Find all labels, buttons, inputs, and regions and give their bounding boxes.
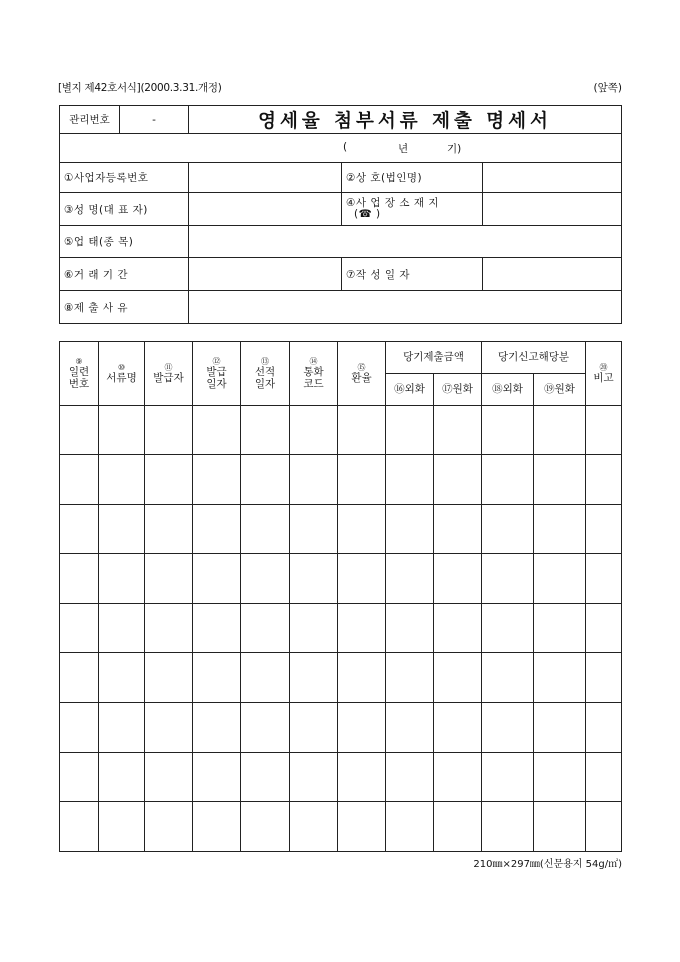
col-issuer: ⑪ 발급자 <box>145 342 193 406</box>
col-fx-1: ⑯외화 <box>386 374 434 406</box>
table-cell[interactable] <box>193 406 241 455</box>
table-cell[interactable] <box>482 554 534 604</box>
table-cell[interactable] <box>482 455 534 505</box>
company-field[interactable] <box>483 163 622 193</box>
table-cell[interactable] <box>241 504 290 554</box>
col-seq: ⑨ 일련 번호 <box>60 342 99 406</box>
col-rate: ⑮ 환율 <box>338 342 386 406</box>
table-cell[interactable] <box>386 752 434 802</box>
table-cell[interactable] <box>60 406 99 455</box>
address-label-line2: (☎ ) <box>354 208 381 220</box>
col-group-submit: 당기제출금액 <box>386 342 482 374</box>
table-cell[interactable] <box>193 802 241 852</box>
table-cell[interactable] <box>386 653 434 703</box>
table-cell[interactable] <box>586 554 622 604</box>
table-cell[interactable] <box>586 406 622 455</box>
col-doc-name: ⑩ 서류명 <box>99 342 145 406</box>
table-cell[interactable] <box>99 702 145 752</box>
table-cell[interactable] <box>586 702 622 752</box>
table-cell[interactable] <box>482 802 534 852</box>
reason-field[interactable] <box>189 291 622 324</box>
table-cell[interactable] <box>434 702 482 752</box>
table-cell[interactable] <box>60 653 99 703</box>
table-cell[interactable] <box>586 752 622 802</box>
table-cell[interactable] <box>290 406 338 455</box>
table-cell[interactable] <box>534 802 586 852</box>
col-note: ⑳ 비고 <box>586 342 622 406</box>
table-cell[interactable] <box>386 702 434 752</box>
table-cell[interactable] <box>241 702 290 752</box>
table-cell[interactable] <box>290 603 338 653</box>
table-cell[interactable] <box>482 504 534 554</box>
table-cell[interactable] <box>338 504 386 554</box>
table-cell[interactable] <box>386 554 434 604</box>
table-row <box>60 554 622 604</box>
table-cell[interactable] <box>482 406 534 455</box>
table-cell[interactable] <box>534 504 586 554</box>
reason-label: ⑧제 출 사 유 <box>60 291 189 324</box>
table-cell[interactable] <box>586 603 622 653</box>
table-cell[interactable] <box>586 653 622 703</box>
table-cell[interactable] <box>99 653 145 703</box>
table-cell[interactable] <box>99 554 145 604</box>
table-cell[interactable] <box>193 702 241 752</box>
table-cell[interactable] <box>338 752 386 802</box>
table-cell[interactable] <box>145 603 193 653</box>
table-cell[interactable] <box>193 504 241 554</box>
table-cell[interactable] <box>193 455 241 505</box>
table-cell[interactable] <box>386 603 434 653</box>
table-row <box>60 406 622 455</box>
form-title: 영세율 첨부서류 제출 명세서 <box>189 106 622 134</box>
table-cell[interactable] <box>60 603 99 653</box>
col-krw-1: ⑰원화 <box>434 374 482 406</box>
table-cell[interactable] <box>145 455 193 505</box>
table-cell[interactable] <box>534 653 586 703</box>
business-field[interactable] <box>189 226 622 258</box>
table-cell[interactable] <box>60 504 99 554</box>
table-cell[interactable] <box>338 603 386 653</box>
table-cell[interactable] <box>534 406 586 455</box>
table-cell[interactable] <box>241 406 290 455</box>
period-open: ( <box>343 141 348 153</box>
address-field[interactable] <box>483 193 622 226</box>
table-cell[interactable] <box>386 504 434 554</box>
table-cell[interactable] <box>482 702 534 752</box>
table-cell[interactable] <box>434 406 482 455</box>
mgmt-number-label: 관리번호 <box>60 106 120 134</box>
table-row <box>60 603 622 653</box>
side-tag: (앞쪽) <box>593 82 622 94</box>
table-cell[interactable] <box>338 554 386 604</box>
table-cell[interactable] <box>290 504 338 554</box>
table-cell[interactable] <box>290 554 338 604</box>
table-cell[interactable] <box>99 802 145 852</box>
table-cell[interactable] <box>145 802 193 852</box>
table-cell[interactable] <box>290 455 338 505</box>
table-cell[interactable] <box>145 702 193 752</box>
table-cell[interactable] <box>290 802 338 852</box>
table-cell[interactable] <box>386 802 434 852</box>
table-cell[interactable] <box>241 752 290 802</box>
table-cell[interactable] <box>534 752 586 802</box>
table-cell[interactable] <box>386 406 434 455</box>
table-cell[interactable] <box>241 554 290 604</box>
table-cell[interactable] <box>60 752 99 802</box>
table-cell[interactable] <box>290 752 338 802</box>
table-cell[interactable] <box>99 504 145 554</box>
table-cell[interactable] <box>482 752 534 802</box>
trade-period-label: ⑥거 래 기 간 <box>60 258 189 291</box>
table-cell[interactable] <box>99 455 145 505</box>
form-tag: [별지 제42호서식](2000.3.31.개정) <box>58 82 222 94</box>
address-label-line1: ④사 업 장 소 재 지 <box>346 196 439 209</box>
table-row <box>60 752 622 802</box>
table-row <box>60 653 622 703</box>
period-year: 년 <box>398 143 409 155</box>
table-cell[interactable] <box>482 653 534 703</box>
table-cell[interactable] <box>145 653 193 703</box>
table-cell[interactable] <box>434 455 482 505</box>
rep-name-label: ③성 명(대 표 자) <box>60 193 189 226</box>
write-date-label: ⑦작 성 일 자 <box>342 258 483 291</box>
table-cell[interactable] <box>434 752 482 802</box>
table-cell[interactable] <box>60 702 99 752</box>
business-label: ⑤업 태(종 목) <box>60 226 189 258</box>
table-cell[interactable] <box>586 455 622 505</box>
write-date-field[interactable] <box>483 258 622 291</box>
table-cell[interactable] <box>99 406 145 455</box>
col-krw-2: ⑲원화 <box>534 374 586 406</box>
table-cell[interactable] <box>586 802 622 852</box>
table-cell[interactable] <box>586 504 622 554</box>
company-label: ②상 호(법인명) <box>342 163 483 193</box>
table-cell[interactable] <box>386 455 434 505</box>
document-list-table <box>59 341 622 852</box>
table-row <box>60 802 622 852</box>
col-currency: ⑭ 통화 코드 <box>290 342 338 406</box>
table-cell[interactable] <box>241 653 290 703</box>
period-half: 기) <box>447 143 462 155</box>
col-issue-date: ⑫ 발급 일자 <box>193 342 241 406</box>
table-row <box>60 504 622 554</box>
table-cell[interactable] <box>482 603 534 653</box>
address-label <box>342 193 483 226</box>
table-cell[interactable] <box>534 455 586 505</box>
table-cell[interactable] <box>193 752 241 802</box>
table-cell[interactable] <box>241 802 290 852</box>
table-cell[interactable] <box>193 653 241 703</box>
table-cell[interactable] <box>434 653 482 703</box>
table-cell[interactable] <box>534 702 586 752</box>
table-cell[interactable] <box>60 802 99 852</box>
table-cell[interactable] <box>338 802 386 852</box>
table-row <box>60 455 622 505</box>
reg-no-field[interactable] <box>189 163 342 193</box>
header-form-table <box>59 105 622 324</box>
table-cell[interactable] <box>145 406 193 455</box>
table-cell[interactable] <box>145 504 193 554</box>
table-cell[interactable] <box>534 554 586 604</box>
period-row <box>60 134 622 163</box>
table-cell[interactable] <box>338 455 386 505</box>
col-group-declared: 당기신고해당분 <box>482 342 586 374</box>
table-cell[interactable] <box>338 702 386 752</box>
table-cell[interactable] <box>99 752 145 802</box>
table-cell[interactable] <box>145 554 193 604</box>
table-cell[interactable] <box>99 603 145 653</box>
reg-no-label: ①사업자등록번호 <box>60 163 189 193</box>
table-cell[interactable] <box>434 554 482 604</box>
table-cell[interactable] <box>60 455 99 505</box>
table-cell[interactable] <box>434 802 482 852</box>
table-cell[interactable] <box>338 406 386 455</box>
rep-name-field[interactable] <box>189 193 342 226</box>
paper-size-note: 210㎜×297㎜(신문용지 54g/㎡) <box>473 859 622 870</box>
table-cell[interactable] <box>241 603 290 653</box>
table-cell[interactable] <box>290 702 338 752</box>
table-cell[interactable] <box>60 554 99 604</box>
col-fx-2: ⑱외화 <box>482 374 534 406</box>
table-cell[interactable] <box>338 653 386 703</box>
table-cell[interactable] <box>434 504 482 554</box>
table-cell[interactable] <box>241 455 290 505</box>
table-cell[interactable] <box>193 603 241 653</box>
table-row <box>60 702 622 752</box>
table-cell[interactable] <box>534 603 586 653</box>
table-cell[interactable] <box>193 554 241 604</box>
trade-period-field[interactable] <box>189 258 342 291</box>
table-cell[interactable] <box>434 603 482 653</box>
table-cell[interactable] <box>145 752 193 802</box>
mgmt-number-value[interactable]: - <box>120 106 189 134</box>
table-cell[interactable] <box>290 653 338 703</box>
col-ship-date: ⑬ 선적 일자 <box>241 342 290 406</box>
